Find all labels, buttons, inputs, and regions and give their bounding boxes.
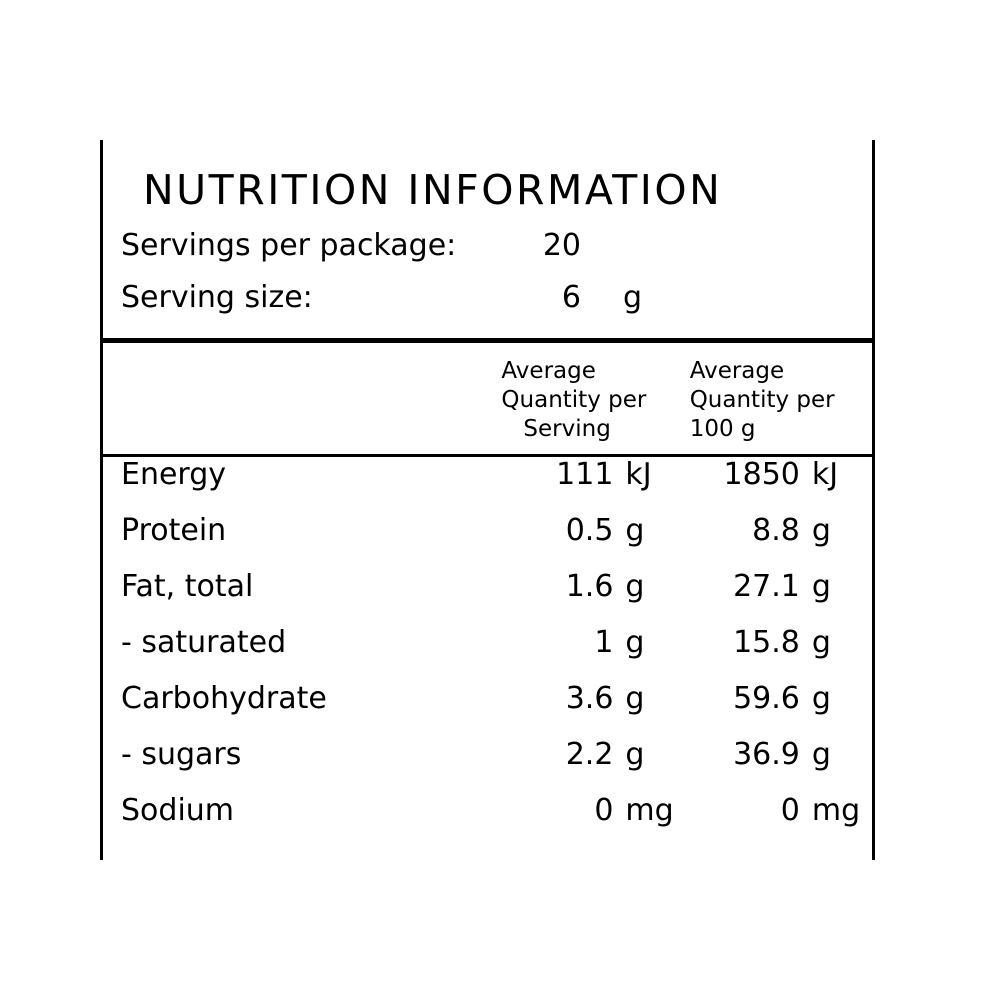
nutrient-serving-value: 3.6	[565, 681, 614, 716]
nutrient-serving-value: 1.6	[565, 569, 614, 604]
column-header-per-100g	[684, 357, 872, 444]
nutrient-serving-unit: g	[625, 569, 645, 604]
table-row	[121, 625, 872, 681]
nutrient-serving-value: 1	[594, 625, 614, 660]
nutrient-hundred-unit: g	[811, 625, 831, 660]
nutrient-hundred-unit: g	[811, 681, 831, 716]
nutrient-serving-unit: mg	[625, 793, 674, 828]
nutrition-information-panel	[100, 140, 875, 860]
nutrient-name: - saturated	[121, 625, 287, 660]
per-100g-line3: 100 g	[689, 416, 756, 442]
nutrient-serving-unit: kJ	[625, 457, 652, 492]
nutrient-hundred-unit: kJ	[811, 457, 839, 492]
nutrient-name: Energy	[121, 457, 227, 492]
nutrient-hundred-value: 0	[780, 793, 800, 828]
nutrient-hundred-value: 15.8	[733, 625, 800, 660]
page-title: NUTRITION INFORMATION	[143, 166, 723, 214]
nutrient-serving-value: 0	[594, 793, 614, 828]
nutrient-serving-unit: g	[625, 625, 645, 660]
servings-per-package-value: 20	[542, 228, 581, 263]
serving-size-value: 6	[561, 280, 581, 315]
nutrient-serving-value: 2.2	[565, 737, 614, 772]
table-row	[121, 457, 872, 513]
column-header-per-serving	[495, 357, 683, 444]
serving-size-row	[121, 280, 872, 332]
table-row	[121, 513, 872, 569]
table-row	[121, 681, 872, 737]
per-serving-line3: Serving	[523, 416, 611, 442]
nutrient-hundred-value: 27.1	[733, 569, 800, 604]
nutrient-serving-unit: g	[625, 513, 645, 548]
column-headers	[103, 343, 872, 454]
servings-per-package-row	[121, 228, 872, 280]
nutrient-serving-value: 0.5	[565, 513, 614, 548]
table-row	[121, 569, 872, 625]
column-header-name	[121, 357, 495, 444]
nutrient-rows	[103, 457, 872, 849]
nutrient-name: Protein	[121, 513, 227, 548]
per-100g-line1: Average	[689, 358, 785, 384]
nutrient-serving-unit: g	[625, 681, 645, 716]
nutrient-hundred-value: 36.9	[733, 737, 800, 772]
nutrient-serving-unit: g	[625, 737, 645, 772]
per-100g-line2: Quantity per	[689, 387, 835, 413]
table-row	[121, 737, 872, 793]
nutrient-hundred-value: 59.6	[733, 681, 800, 716]
nutrient-name: Carbohydrate	[121, 681, 327, 716]
serving-size-label: Serving size:	[121, 280, 313, 315]
nutrient-name: - sugars	[121, 737, 242, 772]
nutrient-name: Fat, total	[121, 569, 254, 604]
nutrient-hundred-value: 8.8	[752, 513, 800, 548]
per-serving-line2: Quantity per	[501, 387, 647, 413]
servings-section	[103, 214, 872, 332]
nutrient-hundred-unit: g	[811, 513, 831, 548]
nutrient-hundred-unit: g	[811, 737, 831, 772]
nutrient-hundred-unit: mg	[811, 793, 861, 828]
nutrient-name: Sodium	[121, 793, 235, 828]
table-row	[121, 793, 872, 849]
servings-per-package-label: Servings per package:	[121, 228, 457, 263]
serving-size-unit: g	[623, 280, 643, 315]
nutrient-hundred-value: 1850	[723, 457, 800, 492]
per-serving-line1: Average	[501, 358, 596, 384]
nutrient-hundred-unit: g	[811, 569, 831, 604]
nutrient-serving-value: 111	[556, 457, 614, 492]
